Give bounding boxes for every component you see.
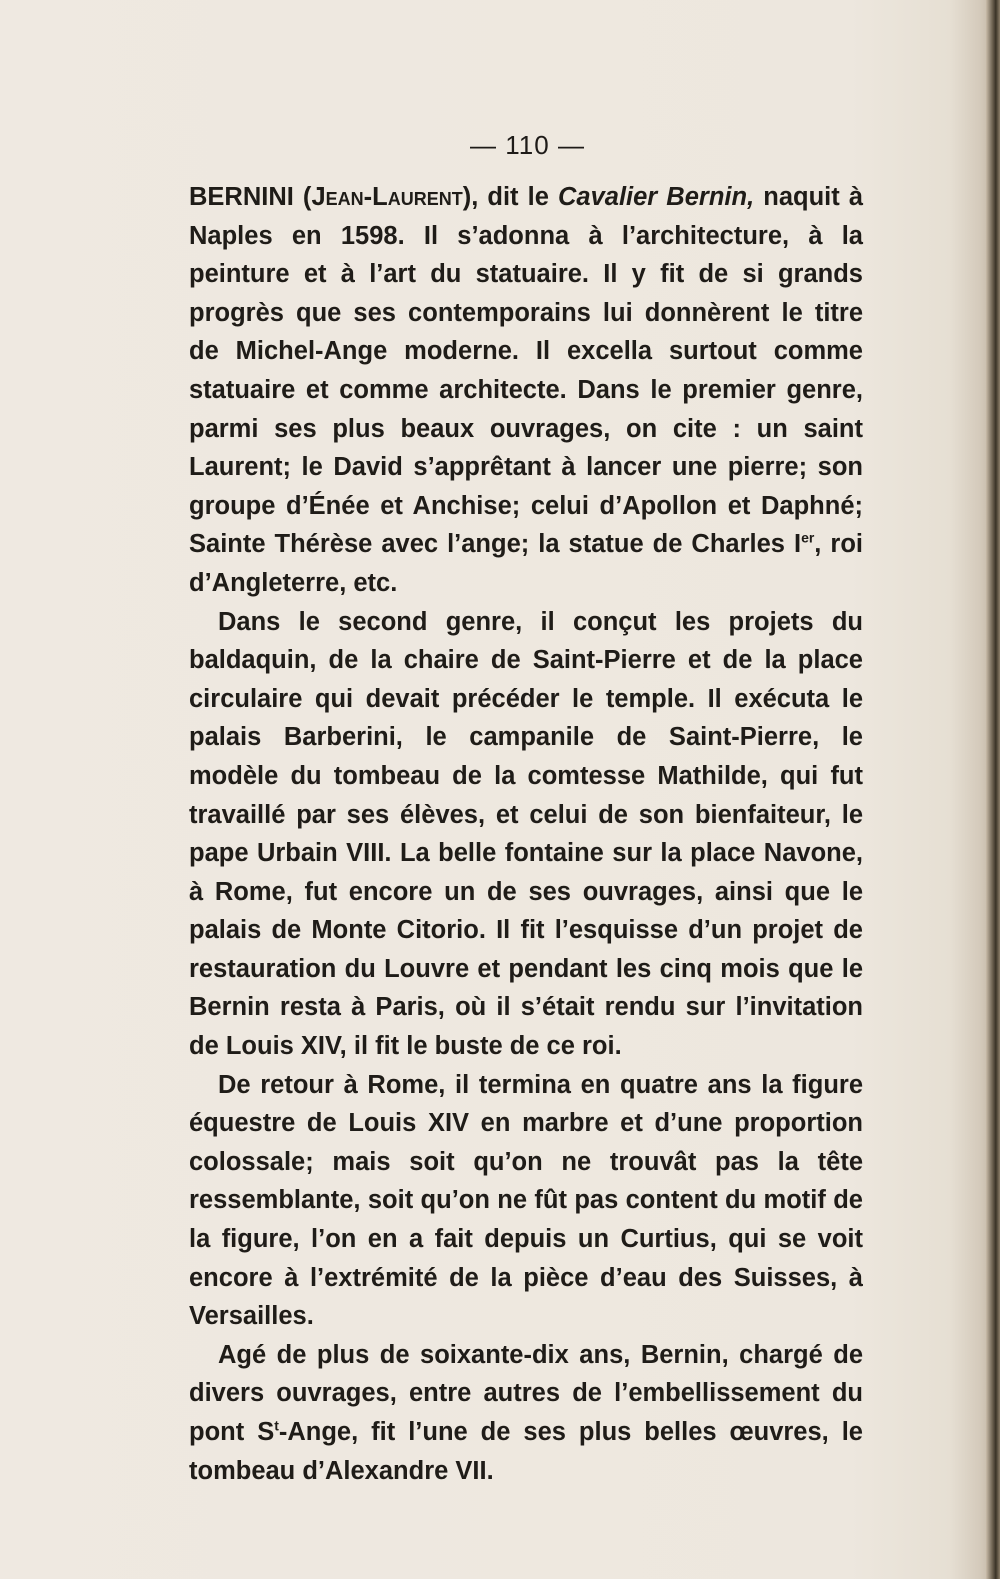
text-segment: naquit à Naples en 1598. Il s’adonna à l’architecture, à la peinture et à l’art du statuaire. Il y fit de si grands progrès que ses contemporains lui donnèrent le titre de Michel-Ange moderne. Il excella surtout comme statuaire et comme architecte. Dans le premier genre, parmi ses plus beaux ouvrages, on cite : un saint Laurent; le David s’apprêtant à lancer une pierre; son groupe d’Énée et Anchise; celui d’Apollon et Daphné; Sainte Thérèse avec l’ange; la statue de Charles I bbox=[189, 183, 864, 559]
paragraph-3 bbox=[189, 1066, 863, 1336]
paragraph-2 bbox=[189, 603, 863, 1066]
page-edge-shadow bbox=[986, 0, 1000, 1579]
text-segment: , roi d’Angleterre, etc. bbox=[189, 530, 863, 597]
text-segment: -Ange, fit l’une de ses plus belles œuvres, le tombeau d’Alexandre VII. bbox=[189, 1418, 863, 1485]
paragraph-4 bbox=[189, 1336, 863, 1490]
text-segment: Cavalier Bernin, bbox=[557, 183, 755, 211]
text-segment: Dans le second genre, il conçut les projets du baldaquin, de la chaire de Saint-Pierre et de la place circulaire qui devait précéder le temple. Il exécuta le palais Barberini, le campanile de Saint-Pierre, le modèle du tombeau de la comtesse Mathilde, qui fut travaillé par ses élèves, et celui de son bienfaiteur, le pape Urbain VIII. La belle fontaine sur la place Navone, à Rome, fut encore un de ses ouvrages, ainsi que le palais de Monte Citorio. Il fit l’esquisse d’un projet de restauration du Louvre et pendant les cinq mois que le Bernin resta à Paris, où il s’était rendu sur l’invitation de Louis XIV, il fit le buste de ce roi. bbox=[189, 607, 863, 1061]
text-segment: De retour à Rome, il termina en quatre ans la figure équestre de Louis XIV en marbre et d’une proportion colossale; mais soit qu’on ne trouvât pas la tête ressemblante, soit qu’on ne fût pas content du motif de la figure, l’on en a fait depuis un Curtius, qui se voit encore à l’extrémité de la pièce d’eau des Suisses, à Versailles. bbox=[189, 1070, 863, 1331]
paragraph-1 bbox=[189, 178, 863, 603]
page-number: — 110 — bbox=[470, 130, 585, 160]
text-segment: Jean-Laurent bbox=[311, 183, 463, 211]
text-segment: er bbox=[801, 529, 815, 546]
text-segment: t bbox=[274, 1417, 279, 1434]
text-segment: ), dit le bbox=[462, 183, 558, 211]
body-text bbox=[189, 178, 863, 1490]
text-segment: Agé de plus de soixante-dix ans, Bernin, chargé de divers ouvrages, entre autres de l’embellissement du pont S bbox=[189, 1340, 863, 1446]
text-segment: BERNINI ( bbox=[189, 183, 312, 211]
